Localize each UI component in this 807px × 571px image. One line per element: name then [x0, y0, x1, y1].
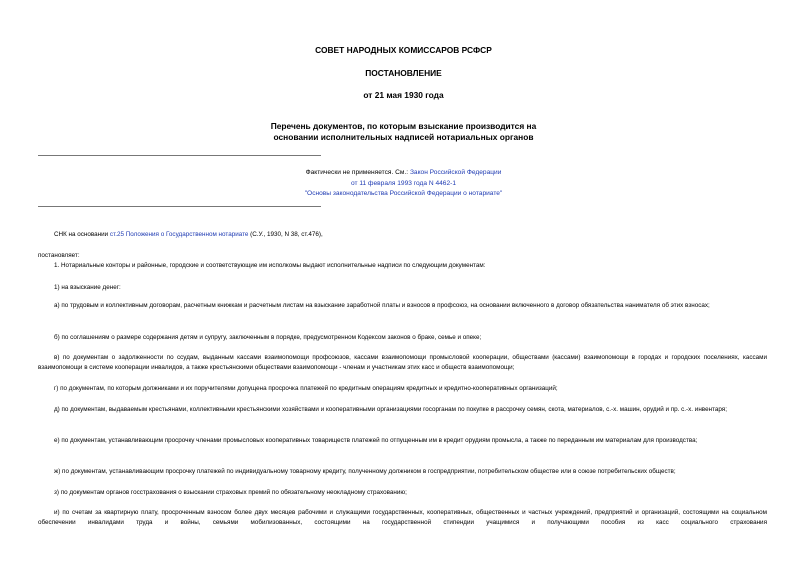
- law-title-link[interactable]: "Основы законодательства Российской Федерации о нотариате": [304, 190, 503, 198]
- resolves-paragraph: постановляет:: [38, 252, 80, 259]
- regulation-link[interactable]: ст.25 Положения о Государственном нотариате: [109, 231, 249, 238]
- document-title-line-1: Перечень документов, по которым взыскание производится на: [270, 121, 537, 131]
- paragraph-1: 1. Нотариальные конторы и районные, городские и соответствующие им исполкомы выдают исполнительные надписи по следующим документам:: [54, 262, 486, 269]
- paragraph-1-1: 1) на взыскание денег:: [54, 284, 121, 291]
- paragraph-g: г) по документам, по которым должниками и их поручителями допущена просрочка платежей по кредитным операциям кредитных и кредитно-кооперативных организаций;: [54, 385, 558, 392]
- paragraph-i: и) по счетам за квартирную плату, просроченным взносом более двух месяцев рабочими и служащими государственных, кооперативных, общественных и частных учреждений, предприятий и организаций, состоящими на социальном обеспечении инвалидами труда и войны, семьями мобилизованных, состоящими на государственной стипендии учащимися и получающими пособия из касс социального страхования: [38, 509, 767, 526]
- issuing-body: СОВЕТ НАРОДНЫХ КОМИССАРОВ РСФСР: [315, 45, 492, 55]
- paragraph-a: а) по трудовым и коллективным договорам, расчетным книжкам и расчетным листам на взыскание заработной платы и взносов в профсоюз, на основании включенного в договор обязательства нанимателя об этих взносах;: [54, 302, 710, 309]
- paragraph-d: д) по документам, выдаваемым крестьянами, коллективными крестьянскими хозяйствами и кооперативными организациями госорганам по покупке в рассрочку семян, скота, материалов, с.-х. машин, орудий и пр. с.-х. инвентаря;: [54, 406, 727, 413]
- paragraph-z: з) по документам органов госстрахования о взыскании страховых премий по обязательному неокладному страхованию;: [54, 489, 407, 496]
- status-note: [0, 168, 807, 200]
- paragraph-b: б) по соглашениям о размере содержания детям и супругу, заключенным в порядке, предусмотренном Кодексом законов о браке, семье и опеке;: [54, 334, 482, 341]
- status-note-text: Фактически не применяется. См.:: [305, 169, 410, 176]
- divider-top: [38, 155, 321, 156]
- paragraph-e: е) по документам, устанавливающим просрочку членами промысловых кооперативных товариществ платежей по отпущенным им в кредит орудиям промысла, а также по переданным им материалам для производства;: [54, 437, 698, 444]
- divider-bottom: [38, 206, 321, 207]
- document-title: [0, 121, 807, 143]
- paragraph-v: в) по документам о задолженности по ссудам, выданным кассами взаимопомощи профсоюзов, кассами взаимопомощи промысловой кооперации, обществами (кассами) взаимопомощи в городах и городских поселениях, кассами взаимопомощи в системе кооперации инвалидов, а также крестьянскими обществами взаимопомощи - членам и участникам этих касс и обществ взаимопомощи;: [38, 354, 767, 371]
- intro-paragraph: СНК на основании ст.25 Положения о Государственном нотариате (С.У., 1930, N 38, ст.476),: [54, 231, 323, 238]
- law-link[interactable]: Закон Российской Федерации: [409, 169, 502, 176]
- law-date-link[interactable]: от 11 февраля 1993 года N 4462-1: [351, 179, 456, 187]
- document-type: ПОСТАНОВЛЕНИЕ: [365, 68, 442, 78]
- document-date: от 21 мая 1930 года: [363, 90, 444, 100]
- document-title-line-2: основании исполнительных надписей нотариальных органов: [273, 132, 534, 142]
- paragraph-zh: ж) по документам, устанавливающим просрочку платежей по индивидуальному товарному кредиту, полученному должником в госпредприятии, потребительском обществе или в союзе потребительских обществ;: [54, 468, 676, 475]
